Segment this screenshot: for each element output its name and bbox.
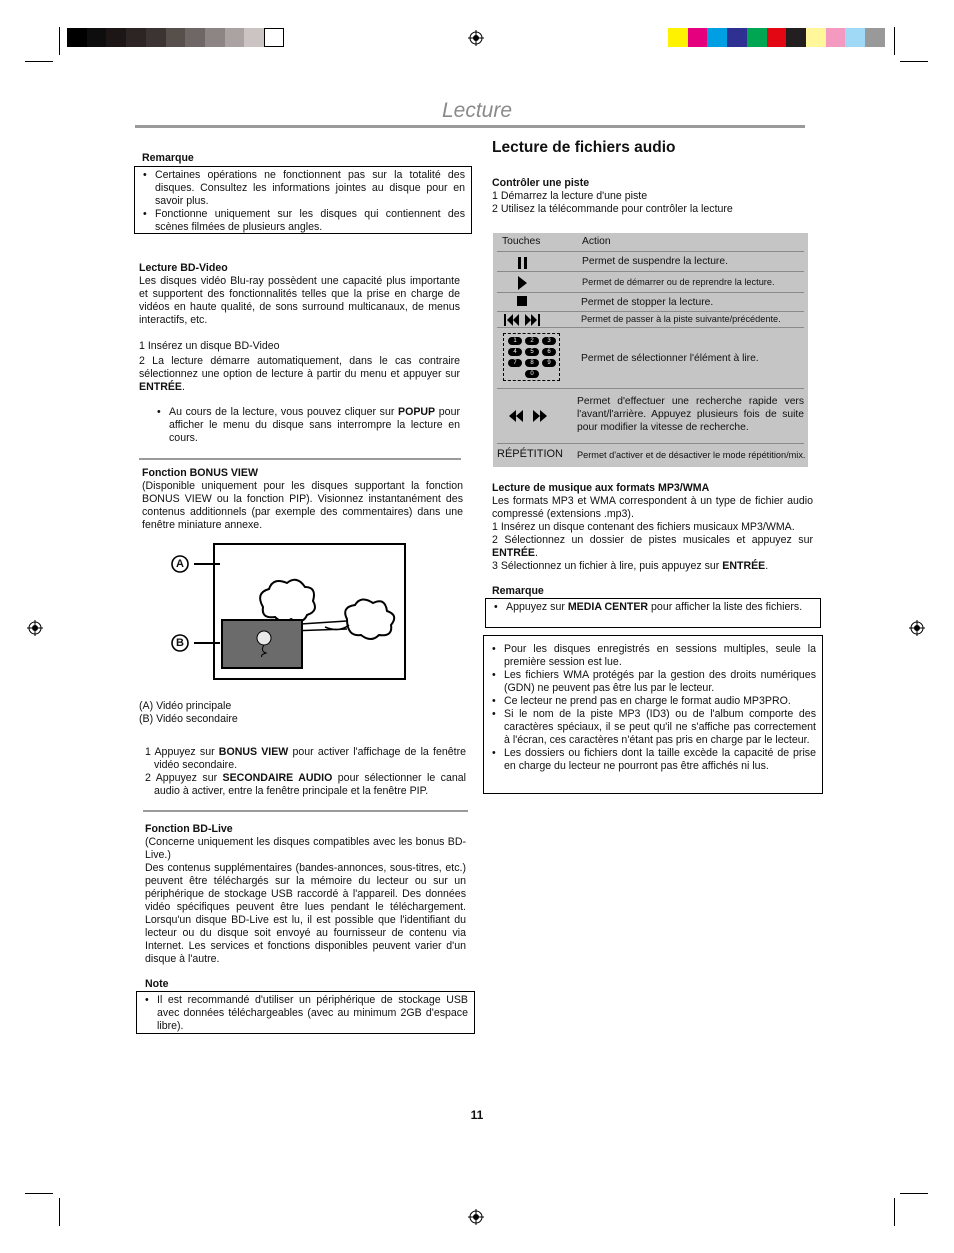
control-step2: 2 Utilisez la télécommande pour contrôler la lecture [492, 203, 733, 215]
color-swatch [786, 28, 806, 47]
note-item: • Il est recommandé d'utiliser un périphérique de stockage USB avec données téléchargeables (avec au minimum 2GB d'espace libre). [143, 994, 468, 1033]
table-row-action: Permet de démarrer ou de reprendre la lecture. [582, 277, 775, 287]
secondary-video-window [221, 619, 303, 669]
grayscale-swatch [87, 28, 107, 47]
grayscale-swatch [244, 28, 264, 47]
table-row-action: Permet d'activer et de désactiver le mode répétition/mix. [577, 450, 806, 460]
bdvideo-step2: 2 La lecture démarre automatiquement, dans le cas contraire sélectionnez une option de lecture à partir du menu et appuyer sur ENTRÉE. [139, 355, 460, 393]
table-row-divider [497, 271, 804, 272]
color-swatch [767, 28, 787, 47]
crop-mark [894, 1198, 895, 1226]
remarque2-item: • Appuyez sur MEDIA CENTER pour afficher la liste des fichiers. [492, 601, 814, 614]
table-row-divider [497, 251, 804, 252]
color-swatch [747, 28, 767, 47]
notes-item: • Les dossiers ou fichiers dont la taille excède la capacité de prise en charge du lecteur ne pourront pas être affichés ni lus. [490, 747, 816, 773]
color-swatch [727, 28, 747, 47]
page-title: Lecture [441, 99, 513, 122]
note-box [136, 991, 475, 1034]
color-swatch [668, 28, 688, 47]
callout-b-line [194, 642, 220, 644]
grayscale-swatch [225, 28, 245, 47]
registration-mark-icon [468, 30, 484, 46]
table-row-action: Permet de suspendre la lecture. [582, 256, 728, 267]
bdlive-text2: Des contenus supplémentaires (bandes-annonces, sous-titres, etc.) peuvent être téléchargés sur la mémoire du lecteur ou sur un périphérique de stockage USB raccordé à l'appareil. Des données vidéo spécifiques peuvent être lues pendant le téléchargement. Lorsqu'un disque BD-Live est lu, il est possible que l'identifiant du lecteur ou du disque soit envoyé au fournisseur de contenu via Internet. Les services et fonctions disponibles peuvent varier d'un disque à l'autre. [145, 862, 466, 965]
keypad-key: 7 [508, 359, 522, 367]
grayscale-swatch [166, 28, 186, 47]
remarque-heading: Remarque [142, 152, 194, 164]
rewind-forward-icon [507, 409, 553, 423]
caption-a: (A) Vidéo principale [139, 700, 232, 712]
crop-mark [25, 1193, 53, 1194]
notes-item: • Pour les disques enregistrés en sessions multiples, seule la première session est lue. [490, 643, 816, 669]
crop-mark [900, 61, 928, 62]
play-icon [517, 276, 529, 290]
keypad-key: 0 [525, 370, 539, 378]
control-table [493, 233, 808, 467]
remarque-box [134, 166, 472, 234]
number-keypad-icon [503, 333, 560, 381]
remarque2-box [485, 598, 821, 628]
crop-mark [59, 1198, 60, 1226]
keypad-key: 6 [542, 348, 556, 356]
bdlive-heading: Fonction BD-Live [145, 823, 233, 835]
color-swatch [845, 28, 865, 47]
color-swatch [688, 28, 708, 47]
bdlive-text1: (Concerne uniquement les disques compatibles avec les bonus BD-Live.) [145, 836, 466, 861]
keypad-key: 9 [542, 359, 556, 367]
notes-item: • Si le nom de la piste MP3 (ID3) ou de l'album comporte des caractères spéciaux, il se peut qu'il ne s'affiche pas correctement à l'écran, ces caractères n'étant pas pris en charge par le lecteur. [490, 708, 816, 747]
remarque2-heading: Remarque [492, 585, 544, 597]
bdvideo-heading: Lecture BD-Video [139, 262, 228, 274]
keypad-key: 4 [508, 348, 522, 356]
mp3-step1: 1 Insérez un disque contenant des fichiers musicaux MP3/WMA. [492, 521, 795, 533]
crop-mark [894, 27, 895, 55]
registration-mark-icon [468, 1209, 484, 1225]
registration-mark-icon [27, 620, 43, 636]
page-number: 11 [470, 1108, 484, 1122]
pause-icon [517, 256, 529, 270]
callout-a-label: A [176, 558, 184, 570]
notes-box [483, 635, 823, 794]
crop-mark [25, 61, 53, 62]
mp3-text: Les formats MP3 et WMA correspondent à un type de fichier audio compressé (extensions .mp3). [492, 495, 813, 520]
color-swatch [806, 28, 826, 47]
audio-section-heading: Lecture de fichiers audio [492, 139, 676, 156]
table-row-action: Permet de passer à la piste suivante/précédente. [581, 314, 781, 324]
table-row-divider [497, 292, 804, 293]
table-row-action: Permet de sélectionner l'élément à lire. [581, 353, 759, 364]
keypad-key: 3 [542, 337, 556, 345]
grayscale-swatch [264, 28, 284, 47]
notes-item: • Les fichiers WMA protégés par la gestion des droits numériques (GDN) ne peuvent pas être lus par le lecteur. [490, 669, 816, 695]
keypad-key: 8 [525, 359, 539, 367]
grayscale-swatch [185, 28, 205, 47]
popup-bullet: • Au cours de la lecture, vous pouvez cliquer sur POPUP pour afficher le menu du disque sans interrompre la lecture en cours. [155, 406, 460, 445]
color-swatch [865, 28, 885, 47]
stop-icon [517, 296, 529, 308]
control-heading: Contrôler une piste [492, 177, 590, 189]
table-row-divider [497, 388, 804, 389]
keypad-key: 5 [525, 348, 539, 356]
bonus-view-illustration [213, 543, 406, 680]
grayscale-swatch [126, 28, 146, 47]
table-row-divider [497, 311, 804, 312]
section-divider [143, 810, 468, 812]
bonus-step2: 2 Appuyez sur SECONDAIRE AUDIO pour sélectionner le canal audio à activer, entre la fenêtre principale et la fenêtre PIP. [145, 772, 466, 797]
bonus-text: (Disponible uniquement pour les disques supportant la fonction BONUS VIEW ou la fonction PIP). Visionnez instantanément des contenus additionnels (par exemple des commentaires) dans une fenêtre miniature annexe. [142, 480, 463, 531]
crop-mark [900, 1193, 928, 1194]
table-row-action: Permet de stopper la lecture. [581, 297, 714, 308]
color-swatch [826, 28, 846, 47]
crop-mark [59, 27, 60, 55]
caption-b: (B) Vidéo secondaire [139, 713, 238, 725]
callout-a-line [194, 563, 220, 565]
remarque-item: • Fonctionne uniquement sur les disques qui contiennent des scènes filmées de plusieurs angles. [141, 208, 465, 234]
bdvideo-step1: 1 Insérez un disque BD-Video [139, 340, 280, 352]
registration-mark-icon [909, 620, 925, 636]
table-row-divider [497, 443, 804, 444]
skip-prev-next-icon [504, 313, 544, 327]
table-header-action: Action [582, 236, 611, 247]
callout-b-label: B [176, 637, 184, 649]
grayscale-swatch [205, 28, 225, 47]
control-step1: 1 Démarrez la lecture d'une piste [492, 190, 648, 202]
table-header-touches: Touches [502, 236, 541, 247]
grayscale-swatch [106, 28, 126, 47]
bonus-heading: Fonction BONUS VIEW [142, 467, 258, 479]
mp3-step3: 3 Sélectionnez un fichier à lire, puis appuyez sur ENTRÉE. [492, 560, 769, 572]
remarque-item: • Certaines opérations ne fonctionnent pas sur la totalité des disques. Consultez les informations jointes au disque pour en savoir plus. [141, 169, 465, 208]
bdvideo-text: Les disques vidéo Blu-ray possèdent une capacité plus importante et supportent des fonctionnalités telles que la prise en charge de vidéos en haute qualité, de sons surround multicanaux, de menus interactifs, etc. [139, 275, 460, 326]
mp3-step2: 2 Sélectionnez un dossier de pistes musicales et appuyez sur ENTRÉE. [492, 534, 813, 559]
grayscale-swatch [146, 28, 166, 47]
bonus-step1: 1 Appuyez sur BONUS VIEW pour activer l'affichage de la fenêtre vidéo secondaire. [145, 746, 466, 771]
notes-item: • Ce lecteur ne prend pas en charge le format audio MP3PRO. [490, 695, 816, 708]
note-heading: Note [145, 978, 169, 990]
repetition-key-label: RÉPÉTITION [497, 448, 564, 460]
keypad-key: 1 [508, 337, 522, 345]
balloon-icon [251, 627, 281, 657]
color-swatch [707, 28, 727, 47]
table-row-divider [497, 327, 804, 328]
title-underline [135, 125, 805, 128]
table-row-action: Permet d'effectuer une recherche rapide vers l'avant/l'arrière. Appuyez plusieurs fois de suite pour modifier la vitesse de recherche. [577, 396, 804, 433]
mp3-heading: Lecture de musique aux formats MP3/WMA [492, 482, 710, 494]
section-divider [139, 458, 461, 460]
keypad-key: 2 [525, 337, 539, 345]
grayscale-swatch [67, 28, 87, 47]
